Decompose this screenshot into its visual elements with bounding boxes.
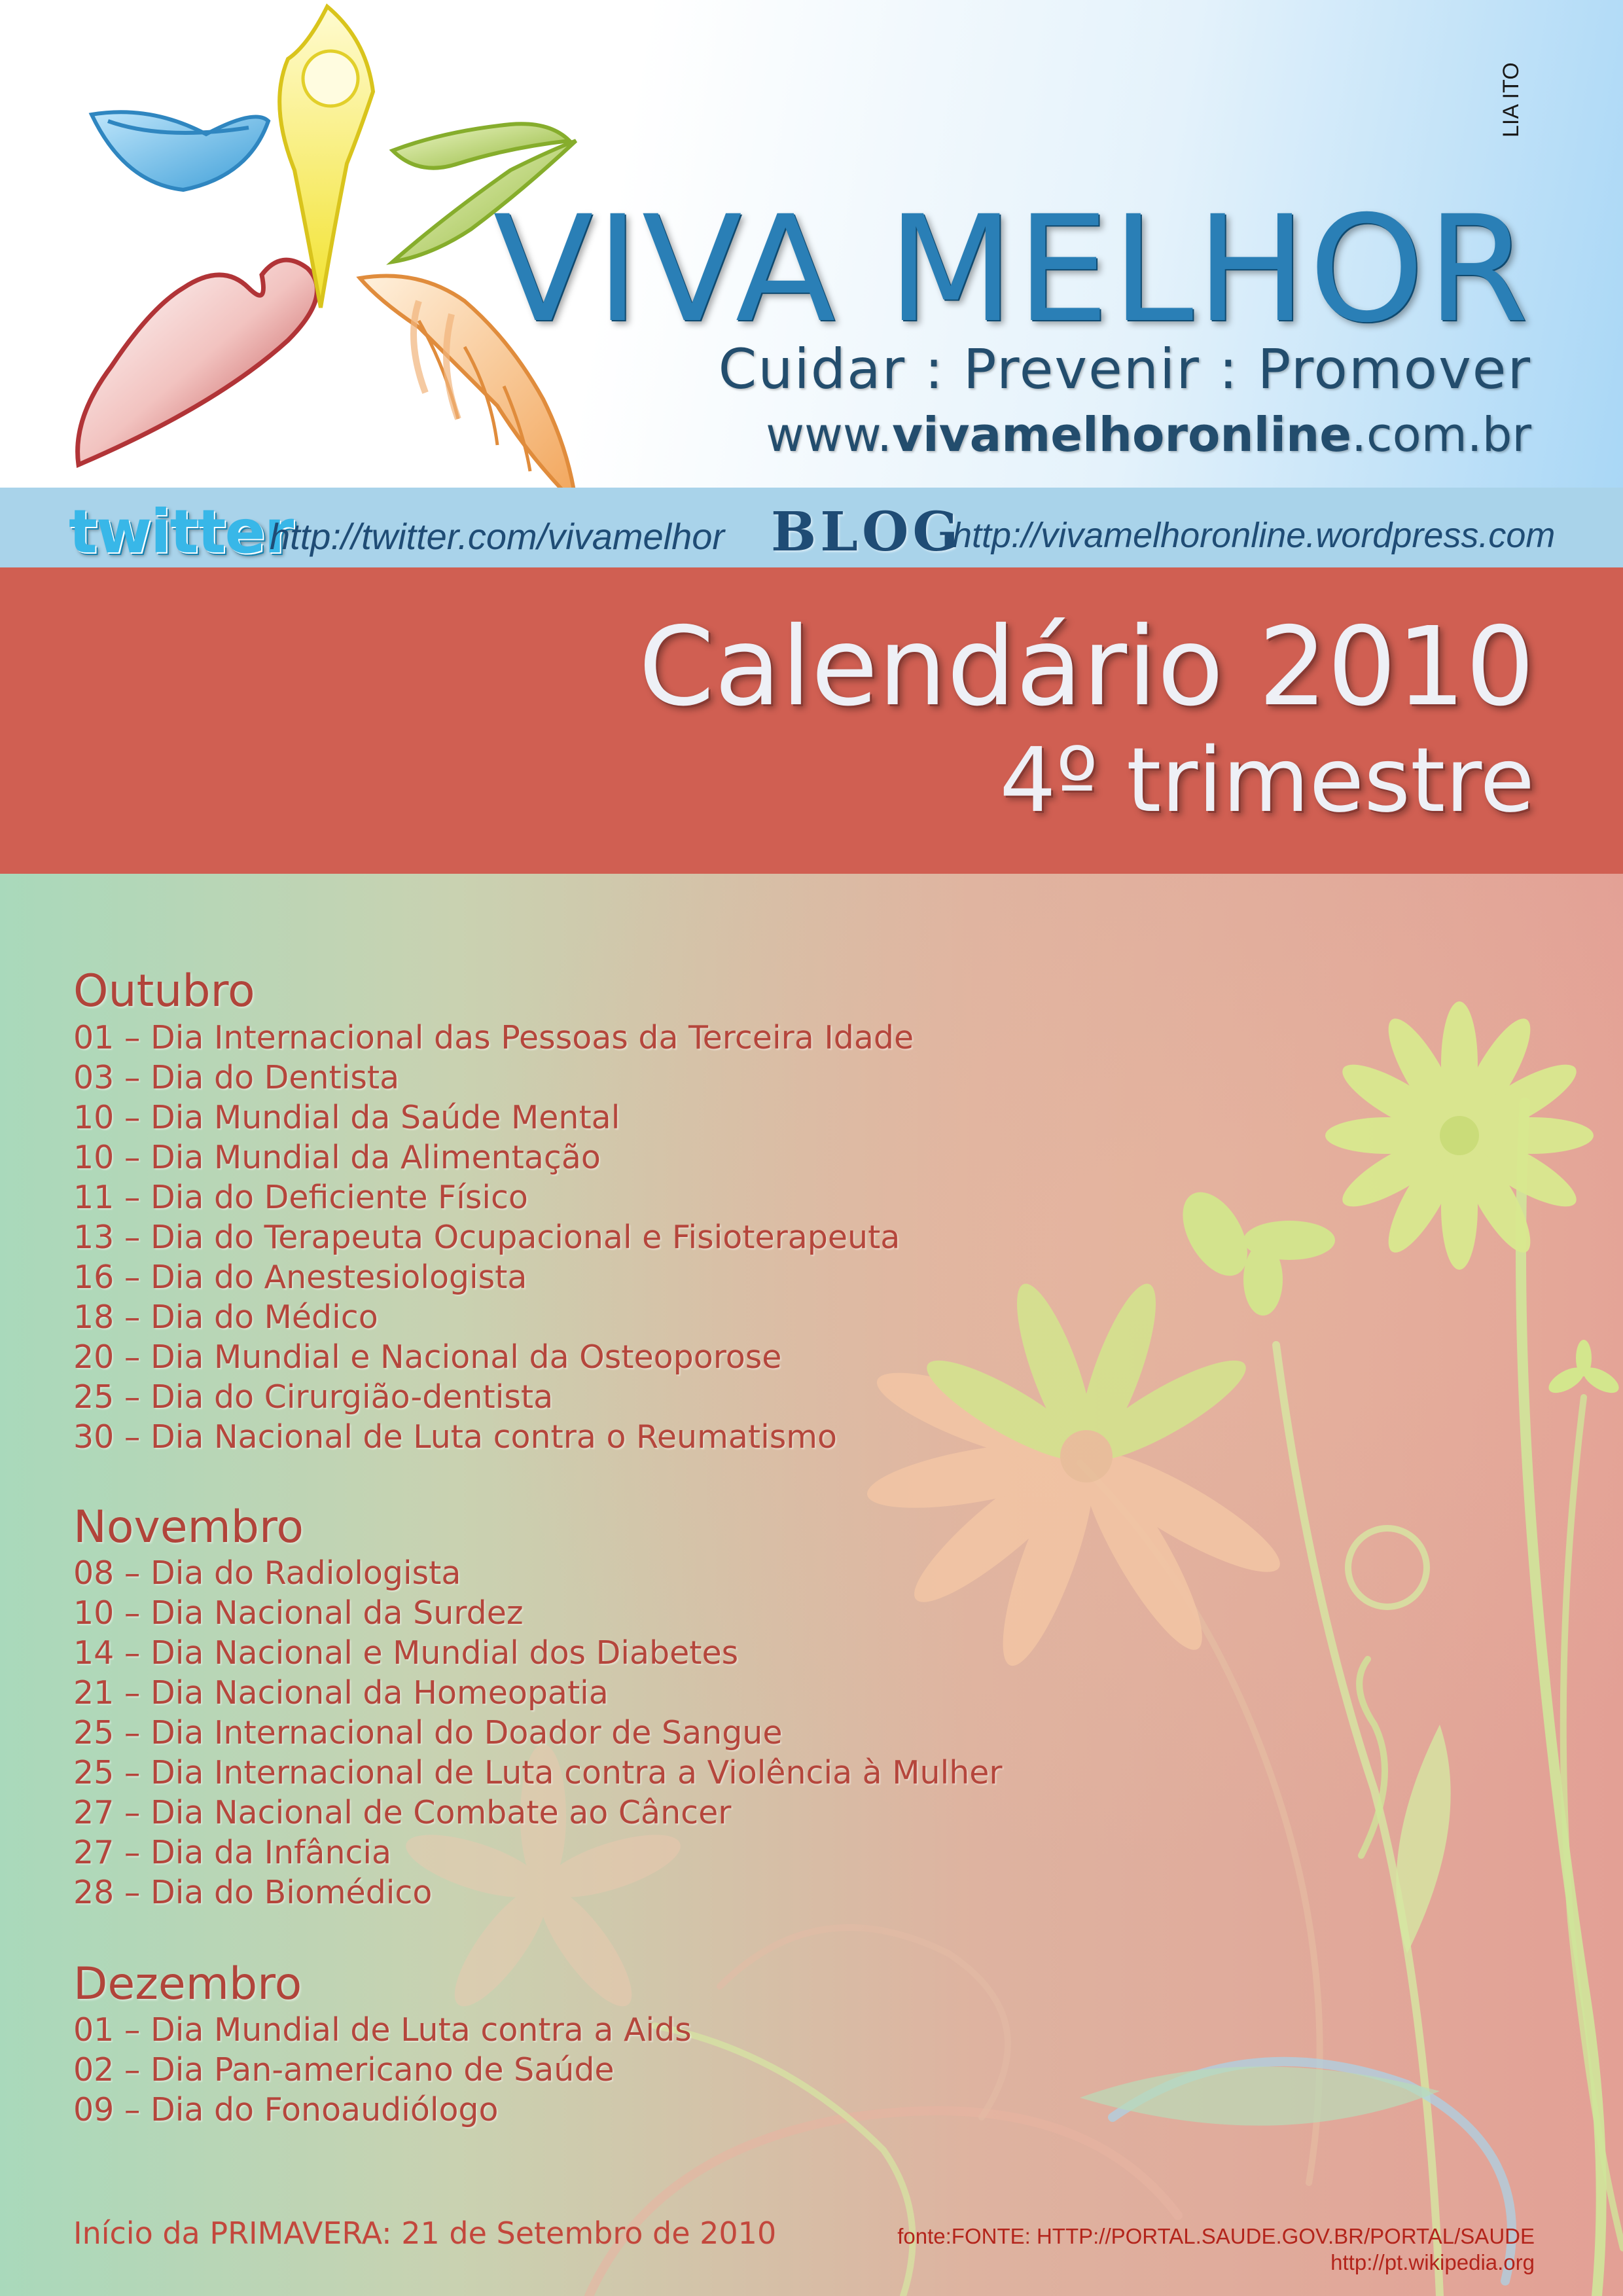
list-item: 13 – Dia do Terapeuta Ocupacional e Fisioterapeuta <box>73 1219 901 1256</box>
list-item: 03 – Dia do Dentista <box>73 1059 400 1096</box>
twitter-link[interactable]: http://twitter.com/vivamelhor <box>270 516 725 557</box>
twitter-logo-icon: twitter <box>69 497 293 567</box>
month-heading-dezembro: Dezembro <box>73 1958 302 2010</box>
event-list-outubro <box>73 1018 914 1457</box>
title-banner <box>0 567 1623 874</box>
header <box>0 0 1623 488</box>
list-item: 27 – Dia da Infância <box>73 1834 392 1871</box>
calendar-title: Calendário 2010 <box>638 604 1535 730</box>
list-item: 25 – Dia Internacional de Luta contra a Violência à Mulher <box>73 1754 1003 1791</box>
list-item: 10 – Dia Mundial da Alimentação <box>73 1139 601 1176</box>
list-item: 02 – Dia Pan-americano de Saúde <box>73 2051 615 2089</box>
event-list-novembro <box>73 1553 1003 1912</box>
calendar-body <box>0 874 1623 2296</box>
website-suffix: .com.br <box>1351 407 1531 462</box>
list-item: 30 – Dia Nacional de Luta contra o Reumatismo <box>73 1418 837 1456</box>
website-name: vivamelhoronline <box>892 407 1352 462</box>
list-item: 20 – Dia Mundial e Nacional da Osteoporose <box>73 1338 782 1376</box>
list-item: 21 – Dia Nacional da Homeopatia <box>73 1674 609 1712</box>
list-item: 09 – Dia do Fonoaudiólogo <box>73 2091 499 2128</box>
website-prefix: www. <box>766 407 893 462</box>
source-credits <box>897 2223 1535 2276</box>
month-heading-outubro: Outubro <box>73 965 255 1017</box>
list-item: 11 – Dia do Deficiente Físico <box>73 1179 528 1216</box>
source-line-portal[interactable]: fonte:FONTE: HTTP://PORTAL.SAUDE.GOV.BR/PORTAL/SAUDE <box>897 2224 1535 2248</box>
list-item: 10 – Dia Nacional da Surdez <box>73 1594 524 1632</box>
brand-tagline: Cuidar : Prevenir : Promover <box>718 337 1531 401</box>
list-item: 10 – Dia Mundial da Saúde Mental <box>73 1099 620 1136</box>
social-links-bar <box>0 488 1623 567</box>
spring-start-note: Início da PRIMAVERA: 21 de Setembro de 2010 <box>73 2215 777 2251</box>
blog-label: BLOG <box>771 501 963 564</box>
source-line-wikipedia[interactable]: http://pt.wikipedia.org <box>1330 2250 1535 2274</box>
calendar-subtitle: 4º trimestre <box>999 729 1535 833</box>
list-item: 14 – Dia Nacional e Mundial dos Diabetes <box>73 1634 739 1672</box>
author-credit: LIA ITO <box>1499 62 1524 137</box>
brand-title: VIVA MELHOR <box>493 184 1531 355</box>
list-item: 25 – Dia Internacional do Doador de Sangue <box>73 1714 783 1751</box>
list-item: 27 – Dia Nacional de Combate ao Câncer <box>73 1794 732 1831</box>
blog-link[interactable]: http://vivamelhoronline.wordpress.com <box>952 516 1556 555</box>
list-item: 28 – Dia do Biomédico <box>73 1874 433 1911</box>
list-item: 16 – Dia do Anestesiologista <box>73 1259 527 1296</box>
list-item: 25 – Dia do Cirurgião-dentista <box>73 1378 554 1416</box>
list-item: 08 – Dia do Radiologista <box>73 1554 461 1592</box>
month-heading-novembro: Novembro <box>73 1501 304 1553</box>
website-link[interactable] <box>766 407 1531 462</box>
list-item: 18 – Dia do Médico <box>73 1299 378 1336</box>
list-item: 01 – Dia Internacional das Pessoas da Terceira Idade <box>73 1019 914 1056</box>
event-list-dezembro <box>73 2010 692 2130</box>
list-item: 01 – Dia Mundial de Luta contra a Aids <box>73 2011 692 2049</box>
